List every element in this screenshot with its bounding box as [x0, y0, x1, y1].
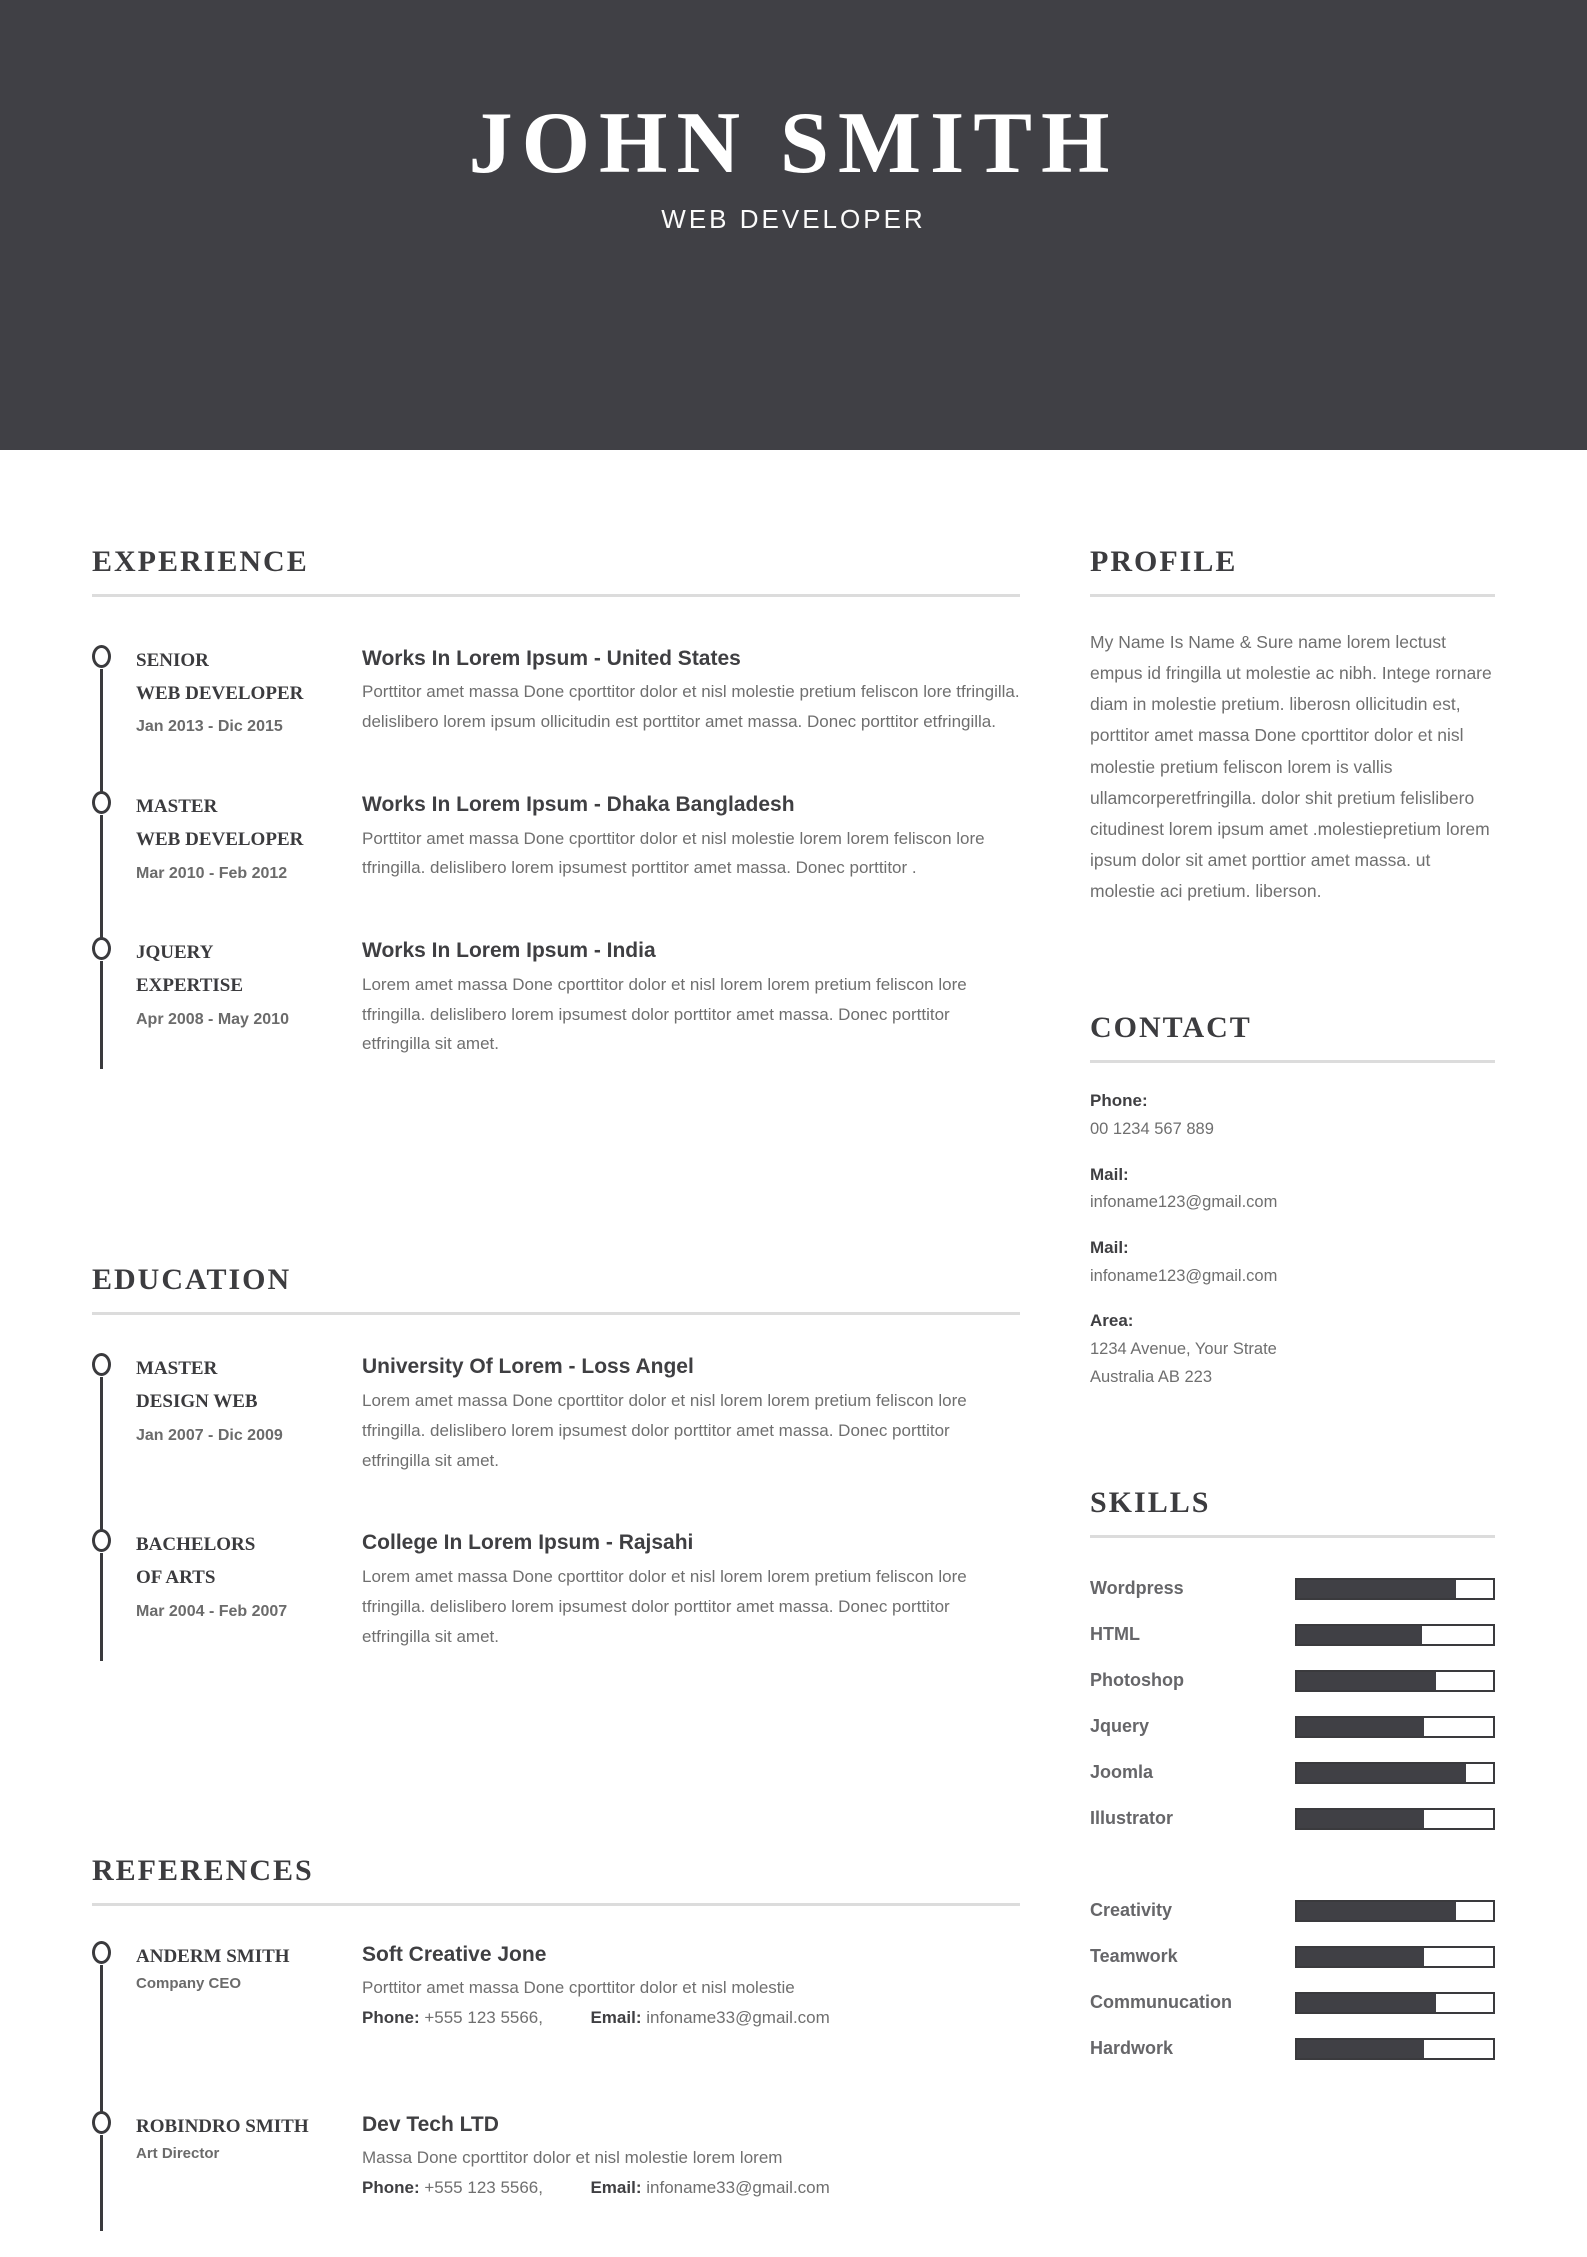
skill-bar-fill [1297, 1810, 1424, 1828]
reference-item [92, 1941, 1020, 2111]
phone-label: Phone: [362, 2007, 420, 2027]
education-heading: EDUCATION [92, 1263, 1020, 1315]
resume-header [0, 0, 1587, 450]
skill-bar-fill [1297, 2040, 1424, 2058]
side-column [1090, 450, 1495, 2257]
skill-row [1090, 1992, 1495, 2014]
email-label: Email: [590, 2177, 642, 2197]
skill-bar [1295, 1762, 1495, 1784]
timeline-dot-icon [92, 791, 111, 814]
skill-label: Illustrator [1090, 1808, 1174, 1829]
skill-bar [1295, 1716, 1495, 1738]
references-heading: REFERENCES [92, 1854, 1020, 1906]
experience-list [92, 645, 1020, 1113]
job-title: Works In Lorem Ipsum - United States [362, 647, 741, 670]
experience-description [362, 791, 1020, 883]
reference-meta [136, 1941, 362, 2033]
skills-list [1090, 1578, 1495, 2060]
profile-text: My Name Is Name & Sure name lorem lectust empus id fringilla ut molestie ac nibh. Intege rornare diam in molestie pretium. liberosn ollicitudin est, porttitor amet massa Done cporttitor dolor et nisl molestie pretium feliscon lorem is vallis ullamcorperetfringilla. dolor shit pretium felislibero citudinest lorem ipsum amet .molestiepretium lorem ipsum dolor sit amet porttior amet massa. ut molestie aci pretium. liberson. [1090, 632, 1492, 902]
degree-line: OF ARTS [136, 1567, 216, 1589]
contact-list [1090, 1089, 1495, 1389]
timeline-marker [92, 791, 136, 883]
education-meta [136, 1353, 362, 1475]
resume-body [0, 450, 1587, 2257]
skills-group-divider [1090, 1854, 1495, 1900]
job-role [136, 645, 350, 710]
skill-bar [1295, 1992, 1495, 2014]
job-role [136, 937, 350, 1002]
reference-name: ANDERM SMITH [136, 1945, 290, 1967]
contact-heading: CONTACT [1090, 1011, 1495, 1063]
timeline-dot-icon [92, 645, 111, 668]
contact-label: Area: [1090, 1311, 1134, 1331]
reference-item [92, 2111, 1020, 2257]
reference-company: Soft Creative Jone [362, 1942, 547, 1966]
experience-description [362, 645, 1020, 737]
education-dates: Mar 2004 - Feb 2007 [136, 1602, 288, 1620]
phone-label: Phone: [362, 2177, 420, 2197]
education-list [92, 1353, 1020, 1705]
skill-row [1090, 1578, 1495, 1600]
skill-bar [1295, 1624, 1495, 1646]
reference-description [362, 1941, 1020, 2033]
school-name: College In Lorem Ipsum - Rajsahi [362, 1531, 694, 1555]
education-body: Lorem amet massa Done cporttitor dolor et nisl lorem lorem pretium feliscon lore tfringilla. delislibero lorem ipsumest dolor porttitor amet massa. Donec porttitor etfringilla sit amet. [362, 1390, 967, 1470]
education-body: Lorem amet massa Done cporttitor dolor et nisl lorem lorem pretium feliscon lore tfringilla. delislibero lorem ipsumest dolor porttitor amet massa. Donec porttitor etfringilla sit amet. [362, 1566, 967, 1646]
skill-bar-fill [1297, 1948, 1424, 1966]
reference-body: Massa Done cporttitor dolor et nisl molestie lorem lorem [362, 2148, 783, 2167]
skill-row [1090, 1762, 1495, 1784]
skill-bar-fill [1297, 1994, 1436, 2012]
experience-meta [136, 791, 362, 883]
reference-body: Porttitor amet massa Done cporttitor dolor et nisl molestie [362, 1977, 795, 1997]
skill-row [1090, 1946, 1495, 1968]
timeline-dot-icon [92, 1353, 111, 1376]
degree-line: DESIGN WEB [136, 1391, 258, 1413]
job-role-line: EXPERTISE [136, 974, 244, 996]
experience-item [92, 645, 1020, 791]
education-item [92, 1353, 1020, 1529]
reference-role: Art Director [136, 2145, 220, 2163]
skill-bar [1295, 1808, 1495, 1830]
reference-description [362, 2111, 1020, 2203]
contact-entry-mail [1090, 1163, 1495, 1215]
contact-value: Australia AB 223 [1090, 1367, 1212, 1386]
skill-row [1090, 2038, 1495, 2060]
degree [136, 1353, 350, 1418]
skills-heading: SKILLS [1090, 1486, 1495, 1538]
contact-entry-area [1090, 1309, 1495, 1389]
experience-description [362, 937, 1020, 1059]
skill-bar [1295, 1578, 1495, 1600]
job-title: Works In Lorem Ipsum - India [362, 939, 656, 963]
job-role-line: WEB DEVELOPER [136, 828, 304, 850]
contact-value: infoname123@gmail.com [1090, 1266, 1278, 1285]
profile-heading: PROFILE [1090, 545, 1495, 597]
contact-value: 1234 Avenue, Your Strate [1090, 1340, 1277, 1359]
timeline-marker [92, 645, 136, 737]
contact-entry-phone [1090, 1089, 1495, 1141]
reference-name: ROBINDRO SMITH [136, 2115, 309, 2137]
degree-line: MASTER [136, 1358, 218, 1380]
skill-label: Wordpress [1090, 1578, 1184, 1599]
email-label: Email: [590, 2007, 642, 2027]
contact-entry-mail [1090, 1236, 1495, 1288]
skill-bar-fill [1297, 1718, 1424, 1736]
skill-label: Teamwork [1090, 1946, 1178, 1967]
job-body: Porttitor amet massa Done cporttitor dolor et nisl molestie lorem lorem feliscon lore tfringilla. delislibero lorem ipsumest porttitor amet massa. Donec porttitor . [362, 828, 985, 878]
skill-label: Hardwork [1090, 2038, 1174, 2059]
timeline-marker [92, 937, 136, 1059]
job-title: Works In Lorem Ipsum - Dhaka Bangladesh [362, 793, 795, 817]
contact-value: 00 1234 567 889 [1090, 1119, 1214, 1138]
reference-contact-line [362, 2003, 1020, 2033]
skill-label: Communucation [1090, 1992, 1232, 2013]
degree-line: BACHELORS [136, 1534, 256, 1556]
job-role [136, 791, 350, 856]
experience-meta [136, 937, 362, 1059]
skill-label: Photoshop [1090, 1670, 1184, 1691]
timeline-marker [92, 1941, 136, 2033]
main-column [92, 450, 1020, 2257]
skill-bar-fill [1297, 1764, 1466, 1782]
experience-heading: EXPERIENCE [92, 545, 1020, 597]
job-role-line: MASTER [136, 796, 218, 818]
degree [136, 1529, 350, 1594]
education-description [362, 1353, 1020, 1475]
job-role-line: SENIOR [136, 650, 209, 671]
email-value: infoname33@gmail.com [646, 2177, 830, 2197]
education-item [92, 1529, 1020, 1705]
experience-meta [136, 645, 362, 737]
skill-row [1090, 1670, 1495, 1692]
skill-bar-fill [1297, 1672, 1436, 1690]
skill-label: Joomla [1090, 1762, 1154, 1783]
timeline-marker [92, 2111, 136, 2203]
skill-bar [1295, 1946, 1495, 1968]
reference-meta [136, 2111, 362, 2203]
skill-row [1090, 1900, 1495, 1922]
reference-contact-line [362, 2173, 1020, 2203]
contact-value: infoname123@gmail.com [1090, 1193, 1278, 1212]
skill-bar-fill [1297, 1902, 1456, 1920]
job-body: Lorem amet massa Done cporttitor dolor et nisl lorem lorem pretium feliscon lore tfringilla. delislibero lorem ipsumest dolor porttitor amet massa. Donec porttitor etfringilla sit amet. [362, 974, 967, 1054]
job-dates: Mar 2010 - Feb 2012 [136, 864, 288, 882]
reference-company: Dev Tech LTD [362, 2112, 499, 2136]
job-dates: Apr 2008 - May 2010 [136, 1010, 289, 1028]
skill-label: Creativity [1090, 1900, 1173, 1921]
experience-item [92, 791, 1020, 937]
skill-bar [1295, 1670, 1495, 1692]
timeline-dot-icon [92, 1529, 111, 1552]
skill-row [1090, 1808, 1495, 1830]
timeline-marker [92, 1353, 136, 1475]
education-meta [136, 1529, 362, 1651]
person-job-title: WEB DEVELOPER [661, 204, 926, 234]
skill-bar [1295, 2038, 1495, 2060]
email-value: infoname33@gmail.com [646, 2007, 830, 2027]
skill-bar [1295, 1900, 1495, 1922]
education-description [362, 1529, 1020, 1651]
person-name: JOHN SMITH [468, 95, 1119, 192]
skill-label: HTML [1090, 1624, 1140, 1645]
skill-bar-fill [1297, 1580, 1456, 1598]
education-dates: Jan 2007 - Dic 2009 [136, 1426, 283, 1444]
timeline-dot-icon [92, 937, 111, 960]
skill-label: Jquery [1090, 1716, 1150, 1737]
experience-item [92, 937, 1020, 1113]
job-role-line: JQUERY [136, 942, 214, 964]
phone-value: +555 123 5566, [424, 2177, 543, 2197]
skill-bar-fill [1297, 1626, 1422, 1644]
school-name: University Of Lorem - Loss Angel [362, 1355, 694, 1379]
references-list [92, 1941, 1020, 2257]
phone-value: +555 123 5566, [424, 2007, 543, 2027]
job-dates: Jan 2013 - Dic 2015 [136, 718, 283, 736]
reference-role: Company CEO [136, 1975, 242, 1993]
skill-row [1090, 1624, 1495, 1646]
skill-row [1090, 1716, 1495, 1738]
timeline-dot-icon [92, 2111, 111, 2134]
timeline-marker [92, 1529, 136, 1651]
contact-label: Mail: [1090, 1164, 1129, 1184]
job-role-line: WEB DEVELOPER [136, 682, 304, 704]
contact-label: Phone: [1090, 1091, 1148, 1111]
timeline-dot-icon [92, 1941, 111, 1964]
contact-label: Mail: [1090, 1238, 1129, 1258]
job-body: Porttitor amet massa Done cporttitor dolor et nisl molestie pretium feliscon lore tfringilla. delislibero lorem ipsum ollicitudin est porttitor amet massa. Donec porttitor etfringilla. [362, 682, 1020, 732]
